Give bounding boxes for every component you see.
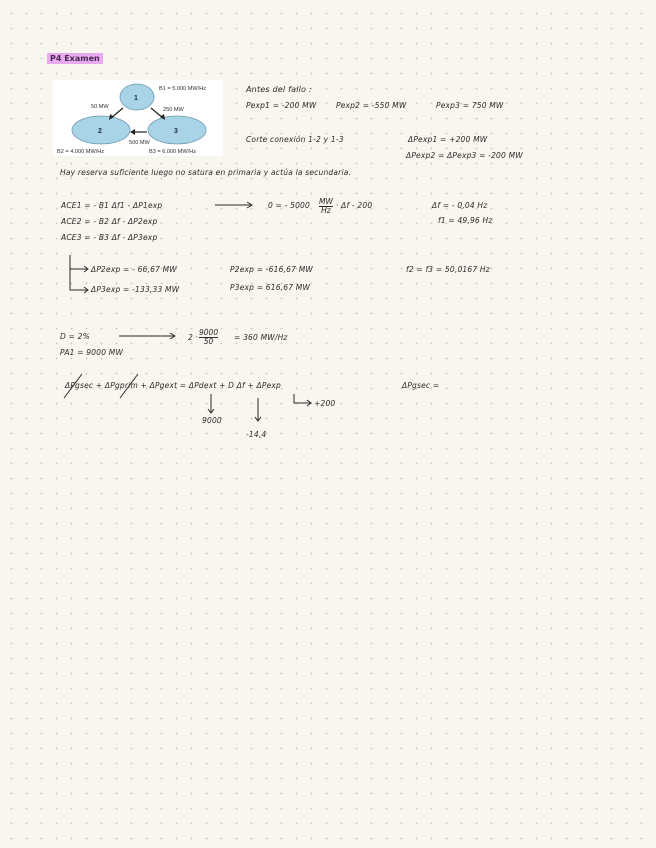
crossout-2 [120, 374, 138, 398]
reserva-text: Hay reserva suficiente luego no satura en primaria y actúa la secundaria. [60, 168, 352, 177]
crossout-1 [64, 374, 82, 398]
ace1-solve-right: · Δf - 200 [336, 201, 373, 210]
antes-p1: Pexp1 = -200 MW [246, 101, 317, 110]
flow-1-2-label: 50 MW [91, 104, 109, 110]
dp2exp-result: ΔP2exp = - 66,67 MW [91, 265, 177, 274]
p2exp-result: P2exp = -616,67 MW [230, 265, 313, 274]
balance-eq: ΔPgsec + ΔPgprim + ΔPgext = ΔPdext + D Δf + ΔPexp [65, 381, 281, 390]
antes-title: Antes del fallo : [246, 85, 312, 94]
droop-frac-num: 9000 [199, 328, 219, 337]
delta-f-result: Δf = - 0,04 Hz [432, 201, 488, 210]
ace1-frac-num: MW [319, 197, 333, 206]
ace1-frac-den: Hz [321, 206, 331, 215]
dp3exp-result: ΔP3exp = -133,33 MW [91, 285, 180, 294]
droop-result: = 360 MW/Hz [234, 333, 288, 342]
droop-pa: PA1 = 9000 MW [60, 348, 124, 357]
ace1-solve-left: 0 = - 5000 [268, 201, 311, 210]
corte-text: Corte conexión 1-2 y 1-3 [246, 135, 344, 144]
b3-label: B3 = 6.000 MW/Hz [149, 149, 197, 155]
droop-lead: 2 · [188, 333, 199, 342]
p3exp-result: P3exp = 616,67 MW [230, 283, 311, 292]
flow-1-3-label: 250 MW [163, 107, 184, 113]
hook-arrow [294, 394, 310, 403]
node-3-label: 3 [174, 128, 178, 135]
antes-p2: Pexp2 = -550 MW [336, 101, 407, 110]
ace3-eq: ACE3 = - B3 Δf - ΔP3exp [61, 233, 158, 242]
corte-dp23: ΔPexp2 = ΔPexp3 = -200 MW [406, 151, 523, 160]
b1-label: B1 = 5.000 MW/Hz [159, 86, 207, 92]
ace2-eq: ACE2 = - B2 Δf - ΔP2exp [61, 217, 158, 226]
b2-label: B2 = 4.000 MW/Hz [57, 149, 105, 155]
balance-right: ΔPgsec = [402, 381, 440, 390]
balance-annot-9000: 9000 [202, 416, 222, 425]
node-2-label: 2 [98, 128, 102, 135]
node-1-label: 1 [134, 95, 138, 102]
page-title: P4 Examen [47, 53, 103, 64]
flow-2-3-label: 500 MW [129, 140, 150, 146]
droop-frac-den: 50 [203, 337, 214, 346]
balance-annot-dfactor: -14,4 [246, 430, 267, 439]
balance-annot-200: +200 [314, 399, 336, 408]
f1-result: f1 = 49,96 Hz [438, 216, 493, 225]
droop-d: D = 2% [60, 332, 90, 341]
result-bracket [70, 255, 87, 290]
ace1-eq: ACE1 = - B1 Δf1 - ΔP1exp [61, 201, 163, 210]
antes-p3: Pexp3 = 750 MW [436, 101, 504, 110]
f2-f3-result: f2 = f3 = 50,0167 Hz [406, 265, 490, 274]
corte-dp1: ΔPexp1 = +200 MW [408, 135, 488, 144]
